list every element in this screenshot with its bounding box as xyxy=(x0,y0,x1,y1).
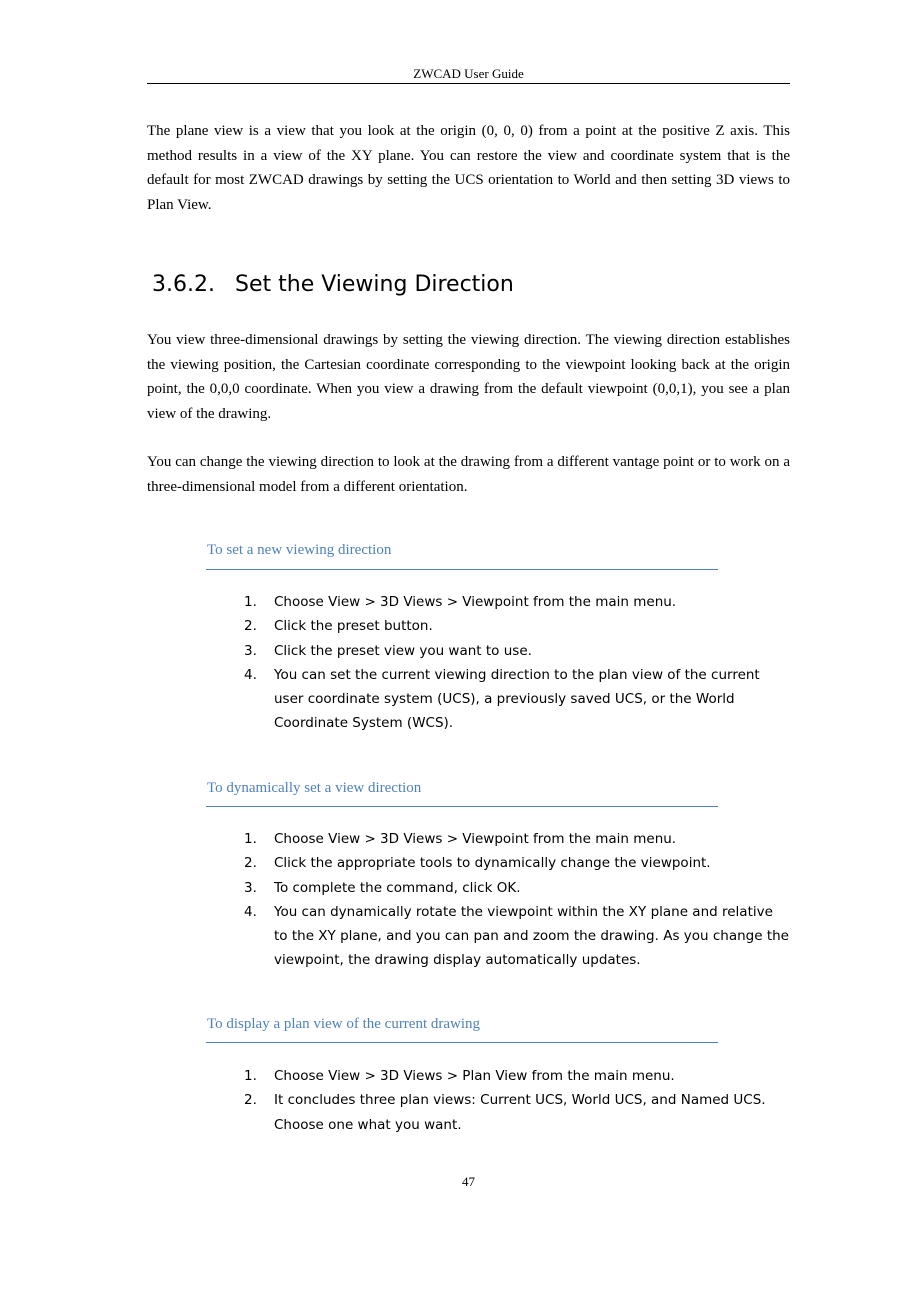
step-text: To complete the command, click OK. xyxy=(274,879,521,896)
procedure-heading-dynamic-view-direction: To dynamically set a view direction xyxy=(207,780,422,796)
procedure-rule xyxy=(206,569,718,570)
step-text: Click the preset button. xyxy=(274,618,433,635)
header-rule xyxy=(147,83,790,84)
step-text: You can dynamically rotate the viewpoint within the XY plane and relative to the XY plane, and you can pan and zoom the drawing. As you change the viewpoint, the drawing display automatically updates. xyxy=(274,903,789,969)
step-number: 1. xyxy=(244,1068,257,1084)
list-item xyxy=(244,851,790,875)
section-title: Set the Viewing Direction xyxy=(235,272,514,297)
list-item xyxy=(244,876,790,900)
step-number: 2. xyxy=(244,618,257,635)
step-number: 2. xyxy=(244,855,257,872)
step-text: Click the preset view you want to use. xyxy=(274,642,532,659)
step-number: 4. xyxy=(244,903,257,920)
list-item xyxy=(244,900,790,973)
procedure-rule xyxy=(206,806,718,807)
list-item xyxy=(244,639,790,663)
section-heading xyxy=(152,269,514,301)
step-text: Click the appropriate tools to dynamically change the viewpoint. xyxy=(274,855,711,872)
step-text: You can set the current viewing direction to the plan view of the current user coordinate system (UCS), a previously saved UCS, or the World Coordinate System (WCS). xyxy=(274,666,760,732)
step-number: 2. xyxy=(244,1092,257,1109)
procedure-steps-plan-view xyxy=(244,1064,790,1137)
procedure-heading-plan-view: To display a plan view of the current drawing xyxy=(207,1016,481,1032)
step-number: 1. xyxy=(244,594,257,610)
procedure-steps-dynamic-view-direction xyxy=(244,827,790,973)
running-header: ZWCAD User Guide xyxy=(413,66,524,81)
step-number: 3. xyxy=(244,879,257,896)
procedure-rule xyxy=(206,1042,718,1043)
body-paragraph-viewing-direction: You view three-dimensional drawings by setting the viewing direction. The viewing direction establishes the viewing position, the Cartesian coordinate corresponding to the viewpoint looking back at the origin point, the 0,0,0 coordinate. When you view a drawing from the default viewpoint (0,0,1), you see a plan view of the drawing. xyxy=(147,332,790,422)
step-text: Choose View > 3D Views > Plan View from the main menu. xyxy=(274,1068,675,1084)
list-item xyxy=(244,614,790,638)
section-number: 3.6.2. xyxy=(152,272,215,297)
step-number: 4. xyxy=(244,666,257,683)
step-number: 3. xyxy=(244,642,257,659)
list-item xyxy=(244,663,790,736)
list-item xyxy=(244,590,790,614)
intro-paragraph: The plane view is a view that you look at the origin (0, 0, 0) from a point at the positive Z axis. This method results in a view of the XY plane. You can restore the view and coordinate system that is the default for most ZWCAD drawings by setting the UCS orientation to World and then setting 3D views to Plan View. xyxy=(147,123,790,213)
step-text: Choose View > 3D Views > Viewpoint from the main menu. xyxy=(274,594,677,610)
step-number: 1. xyxy=(244,831,257,847)
page-number: 47 xyxy=(462,1174,475,1189)
list-item xyxy=(244,827,790,851)
list-item xyxy=(244,1088,790,1137)
list-item xyxy=(244,1064,790,1088)
body-paragraph-change-direction: You can change the viewing direction to look at the drawing from a different vantage point or to work on a three-dimensional model from a different orientation. xyxy=(147,454,790,495)
step-text: Choose View > 3D Views > Viewpoint from the main menu. xyxy=(274,831,677,847)
procedure-heading-set-viewing-direction: To set a new viewing direction xyxy=(207,542,392,558)
procedure-steps-set-viewing-direction xyxy=(244,590,790,736)
step-text: It concludes three plan views: Current UCS, World UCS, and Named UCS. Choose one what you want. xyxy=(274,1092,766,1133)
